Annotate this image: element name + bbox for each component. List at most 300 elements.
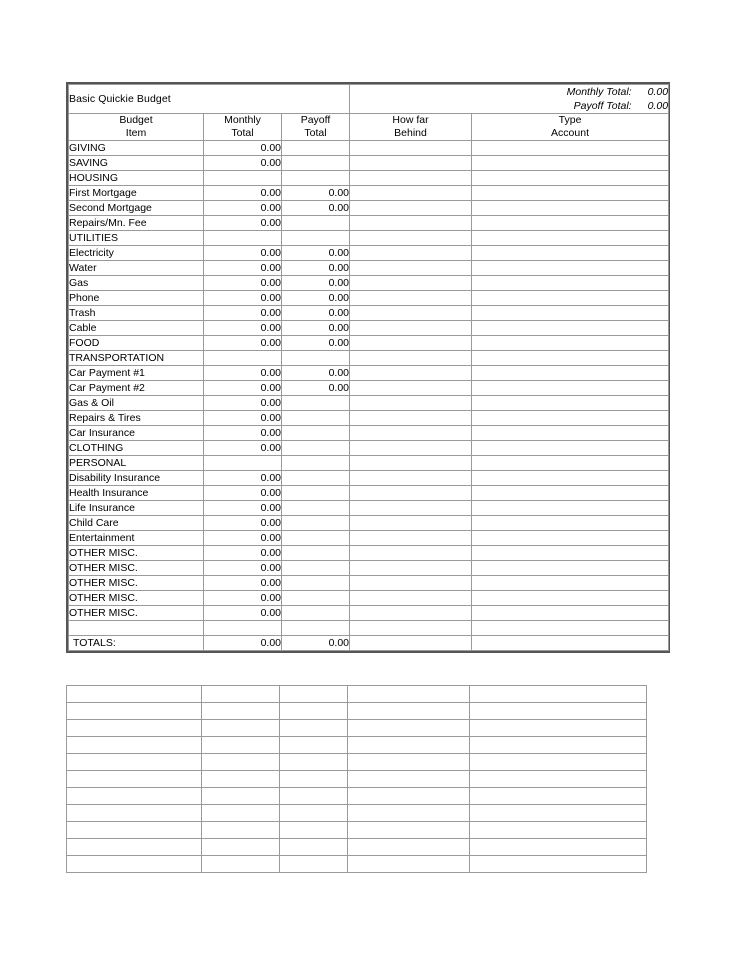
row-monthly-total[interactable] — [204, 171, 282, 186]
table-row — [69, 516, 669, 531]
blank-cell[interactable] — [348, 788, 470, 805]
row-label: PERSONAL — [69, 456, 204, 471]
row-label: FOOD — [69, 336, 204, 351]
blank-cell[interactable] — [280, 839, 348, 856]
row-label: OTHER MISC. — [69, 591, 204, 606]
row-how-far-behind[interactable] — [350, 246, 472, 261]
blank-cell[interactable] — [470, 686, 647, 703]
totals-row — [69, 636, 669, 651]
blank-cell[interactable] — [202, 737, 280, 754]
blank-cell[interactable] — [348, 839, 470, 856]
row-monthly-total[interactable]: 0.00 — [204, 201, 282, 216]
blank-cell[interactable] — [470, 839, 647, 856]
row-how-far-behind[interactable] — [350, 591, 472, 606]
row-monthly-total[interactable] — [204, 231, 282, 246]
row-how-far-behind[interactable] — [350, 336, 472, 351]
table-row — [69, 471, 669, 486]
col1-line1: Monthly — [224, 114, 261, 126]
row-payoff-total[interactable]: 0.00 — [282, 306, 350, 321]
payoff-total-line — [350, 99, 668, 113]
table-row — [69, 501, 669, 516]
col2-line1: Payoff — [300, 114, 331, 126]
blank-cell[interactable] — [348, 737, 470, 754]
blank-cell[interactable] — [202, 822, 280, 839]
column-header-how-far-behind — [350, 114, 472, 141]
table-row — [69, 351, 669, 366]
row-label: UTILITIES — [69, 231, 204, 246]
totals-payoff: 0.00 — [282, 636, 350, 651]
row-type-account[interactable] — [472, 351, 669, 366]
row-payoff-total[interactable] — [282, 351, 350, 366]
row-type-account[interactable] — [472, 306, 669, 321]
row-monthly-total[interactable]: 0.00 — [204, 576, 282, 591]
col3-line2: Behind — [394, 127, 427, 139]
table-row — [69, 231, 669, 246]
row-payoff-total[interactable] — [282, 501, 350, 516]
row-type-account[interactable] — [472, 501, 669, 516]
row-payoff-total[interactable] — [282, 411, 350, 426]
row-type-account[interactable] — [472, 201, 669, 216]
row-label: Car Payment #1 — [69, 366, 204, 381]
row-monthly-total[interactable]: 0.00 — [204, 216, 282, 231]
table-row — [69, 276, 669, 291]
row-monthly-total[interactable]: 0.00 — [204, 471, 282, 486]
row-label: First Mortgage — [69, 186, 204, 201]
blank-cell[interactable] — [470, 737, 647, 754]
row-payoff-total[interactable]: 0.00 — [282, 261, 350, 276]
blank-row — [67, 771, 647, 788]
row-monthly-total[interactable]: 0.00 — [204, 276, 282, 291]
row-how-far-behind[interactable] — [350, 321, 472, 336]
blank-cell[interactable] — [470, 771, 647, 788]
table-row — [69, 186, 669, 201]
blank-grid-table — [66, 685, 647, 873]
row-label: Child Care — [69, 516, 204, 531]
blank-cell[interactable] — [67, 771, 202, 788]
row-label: Cable — [69, 321, 204, 336]
row-label: Phone — [69, 291, 204, 306]
blank-cell[interactable] — [348, 703, 470, 720]
row-payoff-total[interactable] — [282, 546, 350, 561]
row-type-account[interactable] — [472, 546, 669, 561]
col1-line2: Total — [231, 127, 254, 139]
row-monthly-total[interactable]: 0.00 — [204, 336, 282, 351]
blank-row — [67, 822, 647, 839]
column-header-row — [69, 114, 669, 141]
row-type-account[interactable] — [472, 141, 669, 156]
row-label: Gas — [69, 276, 204, 291]
row-label: Life Insurance — [69, 501, 204, 516]
table-row — [69, 366, 669, 381]
row-how-far-behind[interactable] — [350, 366, 472, 381]
page-title: Basic Quickie Budget — [69, 85, 350, 114]
totals-behind — [350, 636, 472, 651]
row-how-far-behind[interactable] — [350, 231, 472, 246]
row-monthly-total[interactable]: 0.00 — [204, 606, 282, 621]
row-type-account[interactable] — [472, 561, 669, 576]
blank-cell[interactable] — [67, 788, 202, 805]
row-payoff-total[interactable] — [282, 486, 350, 501]
row-label: OTHER MISC. — [69, 561, 204, 576]
row-payoff-total[interactable] — [282, 216, 350, 231]
row-how-far-behind[interactable] — [350, 216, 472, 231]
blank-row — [67, 788, 647, 805]
blank-cell[interactable] — [202, 788, 280, 805]
row-type-account[interactable] — [472, 606, 669, 621]
totals-account — [472, 636, 669, 651]
blank-cell[interactable] — [348, 686, 470, 703]
blank-cell[interactable] — [202, 686, 280, 703]
table-row — [69, 411, 669, 426]
row-monthly-total[interactable]: 0.00 — [204, 306, 282, 321]
table-row — [69, 321, 669, 336]
row-how-far-behind[interactable] — [350, 531, 472, 546]
row-type-account[interactable] — [472, 591, 669, 606]
blank-row — [67, 720, 647, 737]
row-how-far-behind[interactable] — [350, 201, 472, 216]
blank-cell[interactable] — [280, 737, 348, 754]
blank-row — [67, 839, 647, 856]
table-row — [69, 426, 669, 441]
blank-cell[interactable] — [67, 822, 202, 839]
row-payoff-total[interactable] — [282, 576, 350, 591]
row-how-far-behind[interactable] — [350, 156, 472, 171]
row-how-far-behind[interactable] — [350, 561, 472, 576]
row-type-account[interactable] — [472, 336, 669, 351]
row-payoff-total[interactable]: 0.00 — [282, 321, 350, 336]
row-monthly-total[interactable]: 0.00 — [204, 186, 282, 201]
row-monthly-total[interactable]: 0.00 — [204, 501, 282, 516]
row-monthly-total[interactable]: 0.00 — [204, 441, 282, 456]
row-monthly-total[interactable]: 0.00 — [204, 396, 282, 411]
row-type-account[interactable] — [472, 411, 669, 426]
row-monthly-total[interactable] — [204, 351, 282, 366]
row-payoff-total[interactable] — [282, 456, 350, 471]
spacer-cell-3 — [350, 621, 472, 636]
row-payoff-total[interactable] — [282, 561, 350, 576]
row-payoff-total[interactable]: 0.00 — [282, 381, 350, 396]
row-how-far-behind[interactable] — [350, 576, 472, 591]
row-type-account[interactable] — [472, 231, 669, 246]
payoff-total-value: 0.00 — [647, 100, 669, 112]
blank-cell[interactable] — [348, 771, 470, 788]
totals-label: TOTALS: — [69, 636, 204, 651]
row-payoff-total[interactable] — [282, 471, 350, 486]
row-how-far-behind[interactable] — [350, 426, 472, 441]
row-payoff-total[interactable]: 0.00 — [282, 366, 350, 381]
monthly-total-line — [350, 85, 668, 99]
row-how-far-behind[interactable] — [350, 501, 472, 516]
table-row — [69, 156, 669, 171]
row-label: HOUSING — [69, 171, 204, 186]
row-type-account[interactable] — [472, 276, 669, 291]
row-type-account[interactable] — [472, 441, 669, 456]
blank-cell[interactable] — [280, 703, 348, 720]
blank-cell[interactable] — [202, 771, 280, 788]
table-row — [69, 336, 669, 351]
row-type-account[interactable] — [472, 156, 669, 171]
row-type-account[interactable] — [472, 171, 669, 186]
blank-row — [67, 737, 647, 754]
row-label: Health Insurance — [69, 486, 204, 501]
row-how-far-behind[interactable] — [350, 306, 472, 321]
row-label: Repairs/Mn. Fee — [69, 216, 204, 231]
blank-cell[interactable] — [348, 856, 470, 873]
col4-line2: Account — [551, 127, 589, 139]
blank-cell[interactable] — [470, 720, 647, 737]
blank-cell[interactable] — [280, 856, 348, 873]
col2-line2: Total — [304, 127, 327, 139]
row-monthly-total[interactable]: 0.00 — [204, 516, 282, 531]
row-how-far-behind[interactable] — [350, 261, 472, 276]
row-type-account[interactable] — [472, 261, 669, 276]
column-header-payoff-total — [282, 114, 350, 141]
row-how-far-behind[interactable] — [350, 186, 472, 201]
table-row — [69, 306, 669, 321]
blank-row — [67, 686, 647, 703]
row-monthly-total[interactable]: 0.00 — [204, 561, 282, 576]
payoff-total-label: Payoff Total: — [573, 100, 632, 112]
row-how-far-behind[interactable] — [350, 291, 472, 306]
row-label: Car Payment #2 — [69, 381, 204, 396]
row-label: Entertainment — [69, 531, 204, 546]
row-payoff-total[interactable] — [282, 231, 350, 246]
blank-grid-rows — [67, 686, 647, 873]
row-label: Gas & Oil — [69, 396, 204, 411]
row-payoff-total[interactable]: 0.00 — [282, 291, 350, 306]
budget-rows — [69, 141, 669, 621]
row-payoff-total[interactable] — [282, 531, 350, 546]
col0-line1: Budget — [119, 114, 153, 126]
row-how-far-behind[interactable] — [350, 471, 472, 486]
row-monthly-total[interactable]: 0.00 — [204, 591, 282, 606]
table-row — [69, 381, 669, 396]
row-how-far-behind[interactable] — [350, 411, 472, 426]
row-monthly-total[interactable]: 0.00 — [204, 411, 282, 426]
spacer-cell-0 — [69, 621, 204, 636]
blank-cell[interactable] — [67, 856, 202, 873]
row-monthly-total[interactable]: 0.00 — [204, 381, 282, 396]
blank-cell[interactable] — [280, 686, 348, 703]
row-how-far-behind[interactable] — [350, 546, 472, 561]
row-payoff-total[interactable]: 0.00 — [282, 336, 350, 351]
row-payoff-total[interactable] — [282, 606, 350, 621]
blank-cell[interactable] — [348, 754, 470, 771]
row-payoff-total[interactable]: 0.00 — [282, 186, 350, 201]
row-monthly-total[interactable]: 0.00 — [204, 141, 282, 156]
row-monthly-total[interactable]: 0.00 — [204, 291, 282, 306]
row-type-account[interactable] — [472, 456, 669, 471]
row-label: Water — [69, 261, 204, 276]
blank-row — [67, 805, 647, 822]
row-how-far-behind[interactable] — [350, 516, 472, 531]
blank-cell[interactable] — [280, 754, 348, 771]
blank-cell[interactable] — [67, 686, 202, 703]
table-row — [69, 456, 669, 471]
blank-cell[interactable] — [67, 754, 202, 771]
row-label: OTHER MISC. — [69, 606, 204, 621]
blank-cell[interactable] — [67, 737, 202, 754]
row-type-account[interactable] — [472, 291, 669, 306]
monthly-total-label: Monthly Total: — [566, 86, 632, 98]
row-how-far-behind[interactable] — [350, 381, 472, 396]
blank-cell[interactable] — [470, 754, 647, 771]
table-row — [69, 291, 669, 306]
blank-cell[interactable] — [280, 805, 348, 822]
row-payoff-total[interactable] — [282, 141, 350, 156]
col3-line1: How far — [392, 114, 429, 126]
blank-cell[interactable] — [67, 720, 202, 737]
row-label: CLOTHING — [69, 441, 204, 456]
row-how-far-behind[interactable] — [350, 276, 472, 291]
budget-sheet — [66, 82, 669, 653]
row-how-far-behind[interactable] — [350, 486, 472, 501]
row-type-account[interactable] — [472, 576, 669, 591]
budget-table — [68, 84, 669, 651]
row-payoff-total[interactable] — [282, 171, 350, 186]
row-label: Repairs & Tires — [69, 411, 204, 426]
budget-frame — [66, 82, 670, 653]
blank-cell[interactable] — [280, 788, 348, 805]
table-row — [69, 246, 669, 261]
row-payoff-total[interactable]: 0.00 — [282, 276, 350, 291]
blank-cell[interactable] — [202, 839, 280, 856]
table-row — [69, 396, 669, 411]
row-monthly-total[interactable]: 0.00 — [204, 426, 282, 441]
row-payoff-total[interactable] — [282, 516, 350, 531]
blank-cell[interactable] — [67, 839, 202, 856]
row-payoff-total[interactable] — [282, 156, 350, 171]
blank-cell[interactable] — [348, 822, 470, 839]
row-payoff-total[interactable] — [282, 426, 350, 441]
row-type-account[interactable] — [472, 186, 669, 201]
row-monthly-total[interactable]: 0.00 — [204, 246, 282, 261]
blank-cell[interactable] — [470, 703, 647, 720]
row-type-account[interactable] — [472, 246, 669, 261]
row-label: GIVING — [69, 141, 204, 156]
row-type-account[interactable] — [472, 396, 669, 411]
row-type-account[interactable] — [472, 216, 669, 231]
row-payoff-total[interactable]: 0.00 — [282, 246, 350, 261]
table-row — [69, 261, 669, 276]
blank-cell[interactable] — [67, 703, 202, 720]
row-monthly-total[interactable]: 0.00 — [204, 261, 282, 276]
blank-cell[interactable] — [202, 805, 280, 822]
row-payoff-total[interactable] — [282, 396, 350, 411]
row-type-account[interactable] — [472, 426, 669, 441]
row-monthly-total[interactable]: 0.00 — [204, 366, 282, 381]
row-label: OTHER MISC. — [69, 576, 204, 591]
blank-cell[interactable] — [470, 805, 647, 822]
table-row — [69, 486, 669, 501]
blank-cell[interactable] — [280, 822, 348, 839]
blank-cell[interactable] — [202, 703, 280, 720]
monthly-total-value: 0.00 — [647, 86, 669, 98]
row-how-far-behind[interactable] — [350, 441, 472, 456]
row-monthly-total[interactable]: 0.00 — [204, 156, 282, 171]
blank-cell[interactable] — [348, 720, 470, 737]
spacer-row — [69, 621, 669, 636]
summary-totals — [350, 85, 669, 114]
blank-cell[interactable] — [202, 754, 280, 771]
row-type-account[interactable] — [472, 321, 669, 336]
blank-cell[interactable] — [67, 805, 202, 822]
col0-line2: Item — [125, 127, 147, 139]
blank-cell[interactable] — [280, 771, 348, 788]
row-label: Car Insurance — [69, 426, 204, 441]
row-payoff-total[interactable] — [282, 441, 350, 456]
blank-row — [67, 703, 647, 720]
blank-cell[interactable] — [280, 720, 348, 737]
row-payoff-total[interactable] — [282, 591, 350, 606]
row-monthly-total[interactable] — [204, 456, 282, 471]
blank-grid-area — [66, 685, 646, 873]
blank-cell[interactable] — [202, 720, 280, 737]
blank-row — [67, 856, 647, 873]
col4-line1: Type — [558, 114, 582, 126]
spacer-cell-1 — [204, 621, 282, 636]
row-type-account[interactable] — [472, 381, 669, 396]
row-type-account[interactable] — [472, 471, 669, 486]
totals-monthly: 0.00 — [204, 636, 282, 651]
table-row — [69, 441, 669, 456]
row-label: Trash — [69, 306, 204, 321]
table-row — [69, 546, 669, 561]
row-type-account[interactable] — [472, 486, 669, 501]
row-type-account[interactable] — [472, 366, 669, 381]
column-header-type-account — [472, 114, 669, 141]
row-payoff-total[interactable]: 0.00 — [282, 201, 350, 216]
row-monthly-total[interactable]: 0.00 — [204, 486, 282, 501]
row-how-far-behind[interactable] — [350, 351, 472, 366]
row-how-far-behind[interactable] — [350, 396, 472, 411]
table-row — [69, 141, 669, 156]
row-type-account[interactable] — [472, 516, 669, 531]
table-row — [69, 171, 669, 186]
row-monthly-total[interactable]: 0.00 — [204, 546, 282, 561]
blank-cell[interactable] — [202, 856, 280, 873]
table-row — [69, 591, 669, 606]
table-row — [69, 216, 669, 231]
spacer-cell-2 — [282, 621, 350, 636]
row-monthly-total[interactable]: 0.00 — [204, 321, 282, 336]
row-monthly-total[interactable]: 0.00 — [204, 531, 282, 546]
row-how-far-behind[interactable] — [350, 171, 472, 186]
blank-cell[interactable] — [348, 805, 470, 822]
row-how-far-behind[interactable] — [350, 606, 472, 621]
row-how-far-behind[interactable] — [350, 141, 472, 156]
row-type-account[interactable] — [472, 531, 669, 546]
table-row — [69, 606, 669, 621]
row-label: TRANSPORTATION — [69, 351, 204, 366]
title-row — [69, 85, 669, 114]
table-row — [69, 201, 669, 216]
row-label: Disability Insurance — [69, 471, 204, 486]
blank-cell[interactable] — [470, 788, 647, 805]
table-row — [69, 531, 669, 546]
row-label: Second Mortgage — [69, 201, 204, 216]
row-label: OTHER MISC. — [69, 546, 204, 561]
column-header-budget-item — [69, 114, 204, 141]
row-how-far-behind[interactable] — [350, 456, 472, 471]
blank-cell[interactable] — [470, 856, 647, 873]
table-row — [69, 576, 669, 591]
spacer-cell-4 — [472, 621, 669, 636]
table-row — [69, 561, 669, 576]
blank-row — [67, 754, 647, 771]
blank-cell[interactable] — [470, 822, 647, 839]
row-label: Electricity — [69, 246, 204, 261]
